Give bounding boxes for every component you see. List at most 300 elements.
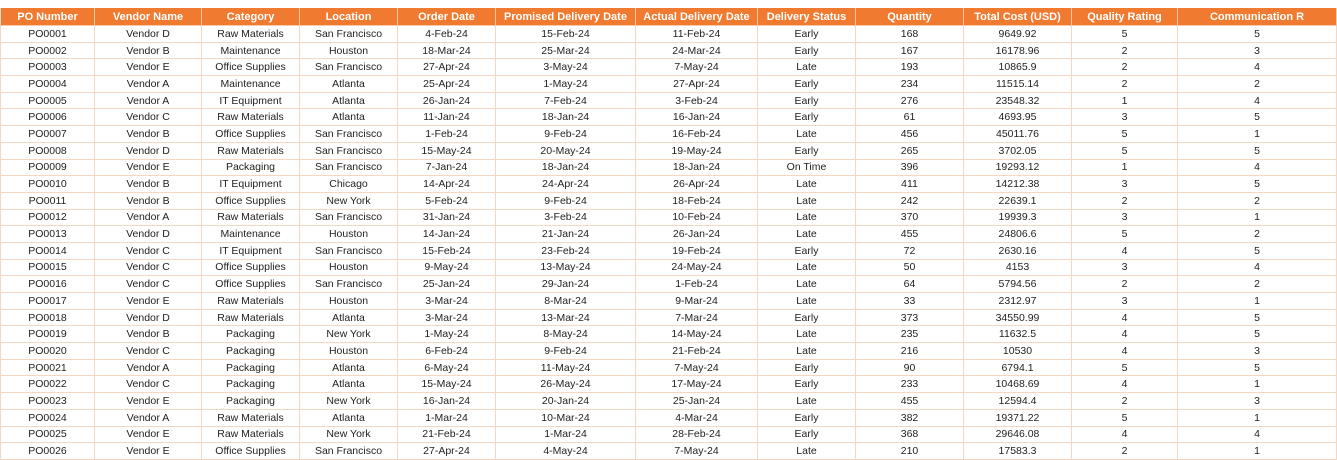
table-cell[interactable]: San Francisco bbox=[300, 242, 398, 259]
table-cell[interactable]: Late bbox=[758, 326, 856, 343]
table-cell[interactable]: IT Equipment bbox=[202, 176, 300, 193]
table-cell[interactable]: 167 bbox=[856, 42, 964, 59]
table-cell[interactable]: 5 bbox=[1178, 359, 1337, 376]
table-cell[interactable]: 61 bbox=[856, 109, 964, 126]
table-cell[interactable]: PO0009 bbox=[1, 159, 95, 176]
table-cell[interactable]: 26-Apr-24 bbox=[636, 176, 758, 193]
table-cell[interactable]: 168 bbox=[856, 26, 964, 43]
table-cell[interactable]: 21-Feb-24 bbox=[398, 426, 496, 443]
table-cell[interactable]: 5 bbox=[1072, 226, 1178, 243]
table-cell[interactable]: 15-Feb-24 bbox=[496, 26, 636, 43]
table-cell[interactable]: 24-Mar-24 bbox=[636, 42, 758, 59]
table-cell[interactable]: Early bbox=[758, 426, 856, 443]
table-cell[interactable]: 7-Jan-24 bbox=[398, 159, 496, 176]
table-cell[interactable]: PO0002 bbox=[1, 42, 95, 59]
table-cell[interactable]: Early bbox=[758, 142, 856, 159]
table-cell[interactable]: 2 bbox=[1072, 276, 1178, 293]
table-cell[interactable]: 2 bbox=[1072, 42, 1178, 59]
table-cell[interactable]: 24-Apr-24 bbox=[496, 176, 636, 193]
table-cell[interactable]: 4-May-24 bbox=[496, 443, 636, 460]
table-cell[interactable]: 31-Jan-24 bbox=[398, 209, 496, 226]
table-cell[interactable]: New York bbox=[300, 426, 398, 443]
table-cell[interactable]: PO0023 bbox=[1, 393, 95, 410]
table-cell[interactable]: 5 bbox=[1178, 176, 1337, 193]
table-cell[interactable]: 1 bbox=[1072, 159, 1178, 176]
table-cell[interactable]: 276 bbox=[856, 92, 964, 109]
table-cell[interactable]: Packaging bbox=[202, 343, 300, 360]
table-cell[interactable]: PO0010 bbox=[1, 176, 95, 193]
table-cell[interactable]: PO0019 bbox=[1, 326, 95, 343]
table-cell[interactable]: 456 bbox=[856, 126, 964, 143]
table-cell[interactable]: Raw Materials bbox=[202, 426, 300, 443]
table-cell[interactable]: Vendor C bbox=[95, 343, 202, 360]
table-cell[interactable]: 5 bbox=[1178, 309, 1337, 326]
table-cell[interactable]: 2 bbox=[1072, 443, 1178, 460]
table-cell[interactable]: 1-Mar-24 bbox=[398, 409, 496, 426]
table-cell[interactable]: 4 bbox=[1072, 242, 1178, 259]
table-cell[interactable]: 3 bbox=[1072, 176, 1178, 193]
table-cell[interactable]: 5 bbox=[1178, 109, 1337, 126]
table-cell[interactable]: 455 bbox=[856, 226, 964, 243]
table-cell[interactable]: 3 bbox=[1072, 209, 1178, 226]
table-cell[interactable]: 19293.12 bbox=[964, 159, 1072, 176]
table-cell[interactable]: Houston bbox=[300, 293, 398, 310]
table-cell[interactable]: PO0003 bbox=[1, 59, 95, 76]
table-cell[interactable]: Early bbox=[758, 42, 856, 59]
table-cell[interactable]: 15-Feb-24 bbox=[398, 242, 496, 259]
table-cell[interactable]: 14212.38 bbox=[964, 176, 1072, 193]
table-cell[interactable]: Vendor E bbox=[95, 393, 202, 410]
table-cell[interactable]: 1 bbox=[1178, 293, 1337, 310]
table-cell[interactable]: Vendor A bbox=[95, 92, 202, 109]
table-cell[interactable]: Late bbox=[758, 293, 856, 310]
table-cell[interactable]: Office Supplies bbox=[202, 259, 300, 276]
table-cell[interactable]: Atlanta bbox=[300, 359, 398, 376]
column-header[interactable]: Quality Rating bbox=[1072, 8, 1178, 26]
table-cell[interactable]: 5 bbox=[1072, 26, 1178, 43]
column-header[interactable]: Promised Delivery Date bbox=[496, 8, 636, 26]
table-cell[interactable]: Vendor B bbox=[95, 192, 202, 209]
table-cell[interactable]: 3 bbox=[1072, 293, 1178, 310]
table-cell[interactable]: 265 bbox=[856, 142, 964, 159]
table-cell[interactable]: PO0008 bbox=[1, 142, 95, 159]
table-cell[interactable]: 3-May-24 bbox=[496, 59, 636, 76]
table-cell[interactable]: 8-Mar-24 bbox=[496, 293, 636, 310]
table-cell[interactable]: 23548.32 bbox=[964, 92, 1072, 109]
table-cell[interactable]: 10-Mar-24 bbox=[496, 409, 636, 426]
table-cell[interactable]: 2 bbox=[1072, 393, 1178, 410]
table-cell[interactable]: 26-May-24 bbox=[496, 376, 636, 393]
table-cell[interactable]: 10468.69 bbox=[964, 376, 1072, 393]
table-cell[interactable]: 25-Apr-24 bbox=[398, 76, 496, 93]
table-cell[interactable]: PO0018 bbox=[1, 309, 95, 326]
table-cell[interactable]: Late bbox=[758, 126, 856, 143]
table-cell[interactable]: IT Equipment bbox=[202, 242, 300, 259]
table-cell[interactable]: PO0020 bbox=[1, 343, 95, 360]
table-cell[interactable]: 26-Jan-24 bbox=[636, 226, 758, 243]
table-cell[interactable]: 28-Feb-24 bbox=[636, 426, 758, 443]
table-cell[interactable]: 5 bbox=[1072, 359, 1178, 376]
table-cell[interactable]: Vendor E bbox=[95, 426, 202, 443]
table-cell[interactable]: 234 bbox=[856, 76, 964, 93]
table-cell[interactable]: 11632.5 bbox=[964, 326, 1072, 343]
table-cell[interactable]: Atlanta bbox=[300, 409, 398, 426]
column-header[interactable]: Communication R bbox=[1178, 8, 1337, 26]
table-cell[interactable]: 4153 bbox=[964, 259, 1072, 276]
table-cell[interactable]: 5 bbox=[1178, 326, 1337, 343]
table-cell[interactable]: 6-Feb-24 bbox=[398, 343, 496, 360]
table-cell[interactable]: On Time bbox=[758, 159, 856, 176]
table-cell[interactable]: 27-Apr-24 bbox=[398, 59, 496, 76]
table-cell[interactable]: Packaging bbox=[202, 376, 300, 393]
table-cell[interactable]: 7-May-24 bbox=[636, 359, 758, 376]
table-cell[interactable]: Early bbox=[758, 26, 856, 43]
table-cell[interactable]: 7-Mar-24 bbox=[636, 309, 758, 326]
table-cell[interactable]: Raw Materials bbox=[202, 142, 300, 159]
table-cell[interactable]: Late bbox=[758, 259, 856, 276]
table-cell[interactable]: 382 bbox=[856, 409, 964, 426]
table-cell[interactable]: 1 bbox=[1178, 209, 1337, 226]
table-cell[interactable]: Houston bbox=[300, 343, 398, 360]
table-cell[interactable]: 24806.6 bbox=[964, 226, 1072, 243]
table-cell[interactable]: Vendor C bbox=[95, 242, 202, 259]
table-cell[interactable]: PO0024 bbox=[1, 409, 95, 426]
table-cell[interactable]: 4 bbox=[1178, 59, 1337, 76]
table-cell[interactable]: 233 bbox=[856, 376, 964, 393]
table-cell[interactable]: 235 bbox=[856, 326, 964, 343]
table-cell[interactable]: 12594.4 bbox=[964, 393, 1072, 410]
table-cell[interactable]: Atlanta bbox=[300, 376, 398, 393]
table-cell[interactable]: 2 bbox=[1178, 276, 1337, 293]
table-cell[interactable]: 29646.08 bbox=[964, 426, 1072, 443]
table-cell[interactable]: 10-Feb-24 bbox=[636, 209, 758, 226]
table-cell[interactable]: 6-May-24 bbox=[398, 359, 496, 376]
table-cell[interactable]: 16-Jan-24 bbox=[636, 109, 758, 126]
table-cell[interactable]: PO0025 bbox=[1, 426, 95, 443]
table-cell[interactable]: Late bbox=[758, 59, 856, 76]
table-cell[interactable]: 373 bbox=[856, 309, 964, 326]
table-cell[interactable]: Late bbox=[758, 393, 856, 410]
table-cell[interactable]: 5 bbox=[1072, 409, 1178, 426]
table-cell[interactable]: PO0012 bbox=[1, 209, 95, 226]
table-cell[interactable]: 19939.3 bbox=[964, 209, 1072, 226]
table-cell[interactable]: 193 bbox=[856, 59, 964, 76]
column-header[interactable]: PO Number bbox=[1, 8, 95, 26]
table-cell[interactable]: Packaging bbox=[202, 159, 300, 176]
table-cell[interactable]: Maintenance bbox=[202, 76, 300, 93]
table-cell[interactable]: 3 bbox=[1072, 259, 1178, 276]
table-cell[interactable]: 7-May-24 bbox=[636, 443, 758, 460]
table-cell[interactable]: 2312.97 bbox=[964, 293, 1072, 310]
table-cell[interactable]: Early bbox=[758, 409, 856, 426]
table-cell[interactable]: 2 bbox=[1178, 192, 1337, 209]
table-cell[interactable]: San Francisco bbox=[300, 443, 398, 460]
table-cell[interactable]: Office Supplies bbox=[202, 443, 300, 460]
table-cell[interactable]: Vendor E bbox=[95, 159, 202, 176]
table-cell[interactable]: 14-May-24 bbox=[636, 326, 758, 343]
table-cell[interactable]: Early bbox=[758, 76, 856, 93]
table-cell[interactable]: Late bbox=[758, 443, 856, 460]
table-cell[interactable]: 4 bbox=[1072, 309, 1178, 326]
table-cell[interactable]: 1 bbox=[1178, 409, 1337, 426]
table-cell[interactable]: 455 bbox=[856, 393, 964, 410]
table-cell[interactable]: 33 bbox=[856, 293, 964, 310]
table-cell[interactable]: 27-Apr-24 bbox=[398, 443, 496, 460]
table-cell[interactable]: PO0006 bbox=[1, 109, 95, 126]
table-cell[interactable]: Late bbox=[758, 226, 856, 243]
table-cell[interactable]: 18-Jan-24 bbox=[496, 159, 636, 176]
table-cell[interactable]: 5 bbox=[1178, 242, 1337, 259]
table-cell[interactable]: PO0004 bbox=[1, 76, 95, 93]
table-cell[interactable]: 16-Jan-24 bbox=[398, 393, 496, 410]
column-header[interactable]: Location bbox=[300, 8, 398, 26]
table-cell[interactable]: Late bbox=[758, 343, 856, 360]
table-cell[interactable]: Raw Materials bbox=[202, 309, 300, 326]
table-cell[interactable]: 1-Feb-24 bbox=[636, 276, 758, 293]
table-cell[interactable]: Office Supplies bbox=[202, 126, 300, 143]
table-cell[interactable]: 3 bbox=[1178, 343, 1337, 360]
table-cell[interactable]: 2 bbox=[1072, 192, 1178, 209]
table-cell[interactable]: PO0013 bbox=[1, 226, 95, 243]
table-cell[interactable]: 15-May-24 bbox=[398, 376, 496, 393]
table-cell[interactable]: 34550.99 bbox=[964, 309, 1072, 326]
table-cell[interactable]: Houston bbox=[300, 259, 398, 276]
table-cell[interactable]: Vendor C bbox=[95, 376, 202, 393]
table-cell[interactable]: 15-May-24 bbox=[398, 142, 496, 159]
column-header[interactable]: Vendor Name bbox=[95, 8, 202, 26]
table-cell[interactable]: 18-Jan-24 bbox=[496, 109, 636, 126]
table-cell[interactable]: San Francisco bbox=[300, 209, 398, 226]
table-cell[interactable]: 4 bbox=[1072, 343, 1178, 360]
column-header[interactable]: Total Cost (USD) bbox=[964, 8, 1072, 26]
column-header[interactable]: Order Date bbox=[398, 8, 496, 26]
table-cell[interactable]: 64 bbox=[856, 276, 964, 293]
table-cell[interactable]: 3702.05 bbox=[964, 142, 1072, 159]
table-cell[interactable]: 11-May-24 bbox=[496, 359, 636, 376]
table-cell[interactable]: 3-Feb-24 bbox=[496, 209, 636, 226]
table-cell[interactable]: 17-May-24 bbox=[636, 376, 758, 393]
table-cell[interactable]: PO0005 bbox=[1, 92, 95, 109]
table-cell[interactable]: Vendor A bbox=[95, 359, 202, 376]
table-cell[interactable]: Vendor A bbox=[95, 209, 202, 226]
table-cell[interactable]: Raw Materials bbox=[202, 26, 300, 43]
table-cell[interactable]: Atlanta bbox=[300, 92, 398, 109]
table-cell[interactable]: Vendor A bbox=[95, 76, 202, 93]
table-cell[interactable]: 5-Feb-24 bbox=[398, 192, 496, 209]
table-cell[interactable]: Vendor D bbox=[95, 309, 202, 326]
table-cell[interactable]: 19371.22 bbox=[964, 409, 1072, 426]
table-cell[interactable]: 10865.9 bbox=[964, 59, 1072, 76]
table-cell[interactable]: Houston bbox=[300, 226, 398, 243]
table-cell[interactable]: 368 bbox=[856, 426, 964, 443]
table-cell[interactable]: Early bbox=[758, 359, 856, 376]
table-cell[interactable]: 17583.3 bbox=[964, 443, 1072, 460]
table-cell[interactable]: 5794.56 bbox=[964, 276, 1072, 293]
table-cell[interactable]: PO0011 bbox=[1, 192, 95, 209]
column-header[interactable]: Actual Delivery Date bbox=[636, 8, 758, 26]
table-cell[interactable]: Vendor D bbox=[95, 26, 202, 43]
table-cell[interactable]: Vendor A bbox=[95, 409, 202, 426]
table-cell[interactable]: Vendor E bbox=[95, 443, 202, 460]
table-cell[interactable]: 25-Jan-24 bbox=[398, 276, 496, 293]
table-cell[interactable]: 5 bbox=[1178, 26, 1337, 43]
table-cell[interactable]: 24-May-24 bbox=[636, 259, 758, 276]
table-cell[interactable]: San Francisco bbox=[300, 59, 398, 76]
table-cell[interactable]: Atlanta bbox=[300, 109, 398, 126]
table-cell[interactable]: 25-Mar-24 bbox=[496, 42, 636, 59]
table-cell[interactable]: 216 bbox=[856, 343, 964, 360]
table-cell[interactable]: Raw Materials bbox=[202, 109, 300, 126]
table-cell[interactable]: PO0015 bbox=[1, 259, 95, 276]
table-cell[interactable]: 13-May-24 bbox=[496, 259, 636, 276]
table-cell[interactable]: Late bbox=[758, 192, 856, 209]
table-cell[interactable]: 3-Feb-24 bbox=[636, 92, 758, 109]
table-cell[interactable]: 21-Feb-24 bbox=[636, 343, 758, 360]
table-cell[interactable]: San Francisco bbox=[300, 26, 398, 43]
table-cell[interactable]: 2 bbox=[1072, 59, 1178, 76]
table-cell[interactable]: Late bbox=[758, 276, 856, 293]
table-cell[interactable]: San Francisco bbox=[300, 142, 398, 159]
table-cell[interactable]: 72 bbox=[856, 242, 964, 259]
table-cell[interactable]: 19-Feb-24 bbox=[636, 242, 758, 259]
table-cell[interactable]: PO0016 bbox=[1, 276, 95, 293]
table-cell[interactable]: 2 bbox=[1178, 76, 1337, 93]
table-cell[interactable]: 3 bbox=[1072, 109, 1178, 126]
table-cell[interactable]: 18-Jan-24 bbox=[636, 159, 758, 176]
table-cell[interactable]: 19-May-24 bbox=[636, 142, 758, 159]
table-cell[interactable]: New York bbox=[300, 192, 398, 209]
table-cell[interactable]: 14-Jan-24 bbox=[398, 226, 496, 243]
table-cell[interactable]: Vendor B bbox=[95, 176, 202, 193]
table-cell[interactable]: Vendor E bbox=[95, 293, 202, 310]
table-cell[interactable]: San Francisco bbox=[300, 159, 398, 176]
table-cell[interactable]: 20-May-24 bbox=[496, 142, 636, 159]
table-cell[interactable]: 50 bbox=[856, 259, 964, 276]
table-cell[interactable]: 9-May-24 bbox=[398, 259, 496, 276]
table-cell[interactable]: 11515.14 bbox=[964, 76, 1072, 93]
table-cell[interactable]: 3-Mar-24 bbox=[398, 309, 496, 326]
table-cell[interactable]: 18-Feb-24 bbox=[636, 192, 758, 209]
table-cell[interactable]: 4 bbox=[1072, 426, 1178, 443]
table-cell[interactable]: Early bbox=[758, 242, 856, 259]
table-cell[interactable]: Early bbox=[758, 109, 856, 126]
table-cell[interactable]: IT Equipment bbox=[202, 92, 300, 109]
table-cell[interactable]: 20-Jan-24 bbox=[496, 393, 636, 410]
table-cell[interactable]: 18-Mar-24 bbox=[398, 42, 496, 59]
table-cell[interactable]: Office Supplies bbox=[202, 59, 300, 76]
table-cell[interactable]: 1-May-24 bbox=[496, 76, 636, 93]
column-header[interactable]: Quantity bbox=[856, 8, 964, 26]
table-cell[interactable]: 13-Mar-24 bbox=[496, 309, 636, 326]
table-cell[interactable]: Packaging bbox=[202, 359, 300, 376]
table-cell[interactable]: 9-Feb-24 bbox=[496, 343, 636, 360]
table-cell[interactable]: 1-May-24 bbox=[398, 326, 496, 343]
table-cell[interactable]: 16178.96 bbox=[964, 42, 1072, 59]
table-cell[interactable]: Vendor D bbox=[95, 226, 202, 243]
table-cell[interactable]: PO0026 bbox=[1, 443, 95, 460]
table-cell[interactable]: 4 bbox=[1178, 92, 1337, 109]
table-cell[interactable]: San Francisco bbox=[300, 126, 398, 143]
table-cell[interactable]: Office Supplies bbox=[202, 276, 300, 293]
table-cell[interactable]: 5 bbox=[1072, 142, 1178, 159]
table-cell[interactable]: 4-Feb-24 bbox=[398, 26, 496, 43]
table-cell[interactable]: 29-Jan-24 bbox=[496, 276, 636, 293]
table-cell[interactable]: Vendor E bbox=[95, 59, 202, 76]
table-cell[interactable]: 1 bbox=[1072, 92, 1178, 109]
table-cell[interactable]: 1 bbox=[1178, 443, 1337, 460]
table-cell[interactable]: Late bbox=[758, 209, 856, 226]
table-cell[interactable]: PO0017 bbox=[1, 293, 95, 310]
table-cell[interactable]: 210 bbox=[856, 443, 964, 460]
table-cell[interactable]: 2630.16 bbox=[964, 242, 1072, 259]
table-cell[interactable]: New York bbox=[300, 393, 398, 410]
table-cell[interactable]: 9-Feb-24 bbox=[496, 126, 636, 143]
table-cell[interactable]: 9-Mar-24 bbox=[636, 293, 758, 310]
table-cell[interactable]: PO0022 bbox=[1, 376, 95, 393]
column-header[interactable]: Delivery Status bbox=[758, 8, 856, 26]
table-cell[interactable]: PO0007 bbox=[1, 126, 95, 143]
table-cell[interactable]: Early bbox=[758, 92, 856, 109]
table-cell[interactable]: Vendor C bbox=[95, 259, 202, 276]
table-cell[interactable]: 11-Feb-24 bbox=[636, 26, 758, 43]
table-cell[interactable]: 14-Apr-24 bbox=[398, 176, 496, 193]
table-cell[interactable]: Early bbox=[758, 309, 856, 326]
table-cell[interactable]: Houston bbox=[300, 42, 398, 59]
table-cell[interactable]: 2 bbox=[1072, 76, 1178, 93]
table-cell[interactable]: Vendor C bbox=[95, 276, 202, 293]
table-cell[interactable]: 242 bbox=[856, 192, 964, 209]
table-cell[interactable]: 90 bbox=[856, 359, 964, 376]
table-cell[interactable]: 4 bbox=[1178, 159, 1337, 176]
table-cell[interactable]: 26-Jan-24 bbox=[398, 92, 496, 109]
table-cell[interactable]: 11-Jan-24 bbox=[398, 109, 496, 126]
table-cell[interactable]: 4 bbox=[1178, 426, 1337, 443]
table-cell[interactable]: Vendor C bbox=[95, 109, 202, 126]
table-cell[interactable]: 21-Jan-24 bbox=[496, 226, 636, 243]
table-cell[interactable]: 23-Feb-24 bbox=[496, 242, 636, 259]
table-cell[interactable]: 9649.92 bbox=[964, 26, 1072, 43]
table-cell[interactable]: Atlanta bbox=[300, 309, 398, 326]
table-cell[interactable]: 1 bbox=[1178, 126, 1337, 143]
table-cell[interactable]: Early bbox=[758, 376, 856, 393]
table-cell[interactable]: 25-Jan-24 bbox=[636, 393, 758, 410]
table-cell[interactable]: San Francisco bbox=[300, 276, 398, 293]
table-cell[interactable]: 4693.95 bbox=[964, 109, 1072, 126]
table-cell[interactable]: Office Supplies bbox=[202, 192, 300, 209]
table-cell[interactable]: New York bbox=[300, 326, 398, 343]
table-cell[interactable]: 370 bbox=[856, 209, 964, 226]
table-cell[interactable]: Raw Materials bbox=[202, 209, 300, 226]
table-cell[interactable]: 3 bbox=[1178, 42, 1337, 59]
table-cell[interactable]: 27-Apr-24 bbox=[636, 76, 758, 93]
table-cell[interactable]: 16-Feb-24 bbox=[636, 126, 758, 143]
table-cell[interactable]: Raw Materials bbox=[202, 293, 300, 310]
table-cell[interactable]: 4-Mar-24 bbox=[636, 409, 758, 426]
table-cell[interactable]: Chicago bbox=[300, 176, 398, 193]
table-cell[interactable]: PO0014 bbox=[1, 242, 95, 259]
table-cell[interactable]: 4 bbox=[1178, 259, 1337, 276]
table-cell[interactable]: 396 bbox=[856, 159, 964, 176]
table-cell[interactable]: Packaging bbox=[202, 326, 300, 343]
table-cell[interactable]: 4 bbox=[1072, 376, 1178, 393]
table-cell[interactable]: 1-Feb-24 bbox=[398, 126, 496, 143]
table-cell[interactable]: 10530 bbox=[964, 343, 1072, 360]
table-cell[interactable]: Packaging bbox=[202, 393, 300, 410]
table-cell[interactable]: 45011.76 bbox=[964, 126, 1072, 143]
table-cell[interactable]: Atlanta bbox=[300, 76, 398, 93]
table-cell[interactable]: 4 bbox=[1072, 326, 1178, 343]
table-cell[interactable]: PO0021 bbox=[1, 359, 95, 376]
